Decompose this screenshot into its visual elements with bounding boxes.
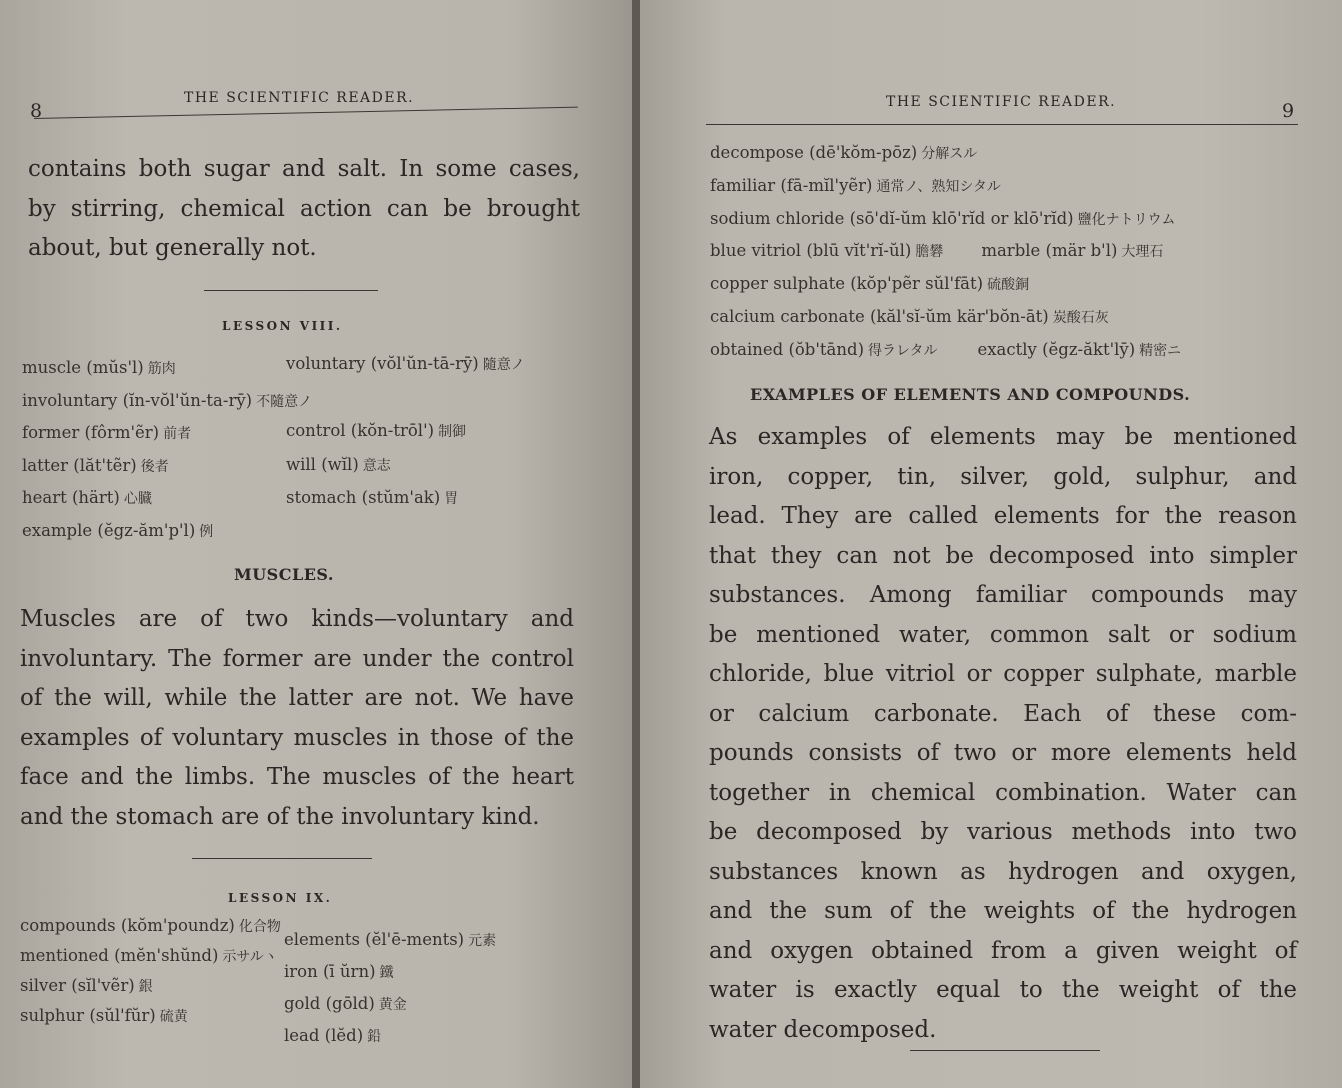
vocab-entry <box>710 143 977 163</box>
text-line: and the stomach are of the involuntary kind. <box>20 803 540 830</box>
vocab-word: involuntary (ĭn-vŏl'ŭn-ta-rȳ) <box>22 390 253 410</box>
vocab-entry <box>22 456 169 476</box>
text-line: together in chemical combination. Water can <box>709 779 1297 806</box>
vocab-entry <box>22 423 191 443</box>
vocab-gloss: 炭酸石灰 <box>1052 310 1109 326</box>
text-line: be mentioned water, common salt or sodium <box>709 621 1297 648</box>
vocab-gloss: 得ラレタル <box>868 342 938 359</box>
text-line: and oxygen obtained from a given weight of <box>709 937 1297 964</box>
vocab-word: copper sulphate (kŏp'pẽr sŭl'fāt) <box>710 274 984 294</box>
text-line: As examples of elements may be mentioned <box>709 424 1297 450</box>
vocab-entry <box>284 994 407 1014</box>
vocab-gloss: 硫酸銅 <box>987 277 1030 294</box>
vocab-word: elements (ĕl'ē-ments) <box>284 930 465 949</box>
examples-paragraph <box>709 418 1297 1050</box>
vocab-gloss: 通常ノ、熟知シタル <box>876 178 1001 195</box>
separator-rule <box>910 1050 1100 1051</box>
vocab-word: compounds (kŏm'poundz) <box>20 916 235 935</box>
running-header: THE SCIENTIFIC READER. <box>184 90 415 106</box>
text-line: substances known as hydrogen and oxygen, <box>709 858 1297 885</box>
vocab-word: silver (sĭl'vẽr) <box>20 976 135 995</box>
lesson-8-title: LESSON VIII. <box>222 319 343 333</box>
vocab-word: example (ĕgz-ăm'p'l) <box>22 520 196 540</box>
vocab-word: obtained (ŏb'tānd) <box>710 339 865 359</box>
vocab-gloss: 示サルヽ <box>222 949 278 965</box>
vocab-word: heart (härt) <box>22 488 120 507</box>
vocab-entry <box>286 488 458 508</box>
vocab-word: will (wĭl) <box>286 455 359 474</box>
lesson-9-title: LESSON IX. <box>228 891 333 905</box>
intro-paragraph <box>28 150 580 269</box>
text-line: water decomposed. <box>709 1016 937 1043</box>
vocab-word: calcium carbonate (kăl'sĭ-ŭm kär'bŏn-āt) <box>710 307 1049 326</box>
text-line: that they can not be decomposed into simpler <box>709 542 1297 569</box>
vocab-entry <box>710 274 1029 294</box>
text-line: examples of voluntary muscles in those of the <box>20 724 574 751</box>
text-line: Muscles are of two kinds—voluntary and <box>20 606 574 632</box>
running-header: THE SCIENTIFIC READER. <box>886 94 1117 110</box>
vocab-entry <box>20 916 281 936</box>
vocab-gloss: 分解スル <box>921 146 978 162</box>
vocab-word: decompose (dē'kŏm-pōz) <box>710 143 918 162</box>
vocab-gloss: 意志 <box>362 458 391 474</box>
vocab-gloss: 硫黄 <box>159 1009 188 1025</box>
vocab-entry <box>20 976 153 996</box>
vocab-word: familiar (fā-mĭl'yẽr) <box>710 175 873 195</box>
text-line: by stirring, chemical action can be brought <box>28 195 580 222</box>
vocab-word: latter (lăt'tẽr) <box>22 455 137 475</box>
vocab-gloss: 後者 <box>140 458 169 475</box>
vocab-word: exactly (ĕgz-ăkt'lȳ) <box>977 339 1136 359</box>
vocab-gloss: 心臓 <box>123 491 152 507</box>
text-line: contains both sugar and salt. In some cases, <box>28 156 580 182</box>
vocab-entry <box>22 358 176 378</box>
vocab-gloss: 元素 <box>468 933 497 949</box>
vocab-gloss: 筋肉 <box>147 361 176 377</box>
vocab-entry <box>22 488 152 508</box>
vocab-gloss: 鹽化ナトリウム <box>1077 211 1176 228</box>
vocab-word: stomach (stŭm'ak) <box>286 488 441 507</box>
muscles-paragraph <box>20 600 574 837</box>
vocab-word: former (fôrm'ẽr) <box>22 423 160 442</box>
vocab-word: marble (mär b'l) <box>981 241 1118 261</box>
muscles-title: MUSCLES. <box>234 565 334 584</box>
vocab-word: iron (ī ŭrn) <box>284 962 376 981</box>
vocab-entry <box>710 176 1001 196</box>
header-rule <box>34 107 578 119</box>
vocab-gloss: 前者 <box>163 426 192 442</box>
text-line: iron, copper, tin, silver, gold, sulphur, and <box>709 463 1297 490</box>
vocab-gloss: 例 <box>199 523 214 540</box>
text-line: and the sum of the weights of the hydrogen <box>709 898 1297 924</box>
vocab-gloss: 膽礬 <box>915 244 944 261</box>
header-rule <box>706 124 1298 125</box>
vocab-entry <box>710 241 1163 261</box>
vocab-gloss: 黄金 <box>378 997 407 1013</box>
page-number: 9 <box>1282 100 1295 122</box>
text-line: chloride, blue vitriol or copper sulphate, marble <box>709 661 1297 687</box>
separator-rule <box>204 290 378 291</box>
vocab-gloss: 鉛 <box>367 1029 382 1045</box>
vocab-gloss: 大理石 <box>1121 244 1164 261</box>
vocab-word: muscle (mŭs'l) <box>22 358 144 377</box>
vocab-gloss: 制御 <box>438 424 467 440</box>
text-line: face and the limbs. The muscles of the heart <box>20 764 574 790</box>
vocab-entry <box>20 946 278 966</box>
vocab-gloss: 化合物 <box>238 919 281 935</box>
vocab-entry <box>22 391 312 411</box>
text-line: substances. Among familiar compounds may <box>709 582 1297 608</box>
vocab-word: voluntary (vŏl'ŭn-tā-rȳ) <box>286 354 479 373</box>
vocab-gloss: 隨意ノ <box>482 357 525 373</box>
vocab-gloss: 銀 <box>138 979 153 995</box>
vocab-gloss: 精密ニ <box>1139 342 1182 359</box>
vocab-entry <box>22 521 213 541</box>
vocab-entry <box>284 1026 381 1046</box>
vocab-gloss: 不隨意ノ <box>256 393 313 410</box>
vocab-entry <box>710 209 1175 229</box>
separator-rule <box>192 858 372 859</box>
text-line: water is exactly equal to the weight of the <box>709 977 1297 1003</box>
vocab-entry <box>286 421 466 441</box>
vocab-entry <box>286 354 525 374</box>
vocab-word: sulphur (sŭl'fŭr) <box>20 1006 156 1025</box>
text-line: lead. They are called elements for the reason <box>709 503 1297 529</box>
text-line: of the will, while the latter are not. We have <box>20 685 574 711</box>
section-title: EXAMPLES OF ELEMENTS AND COMPOUNDS. <box>750 385 1191 404</box>
vocab-entry <box>284 962 394 982</box>
vocab-word: blue vitriol (blū vĭt'rĭ-ŭl) <box>710 241 912 261</box>
vocab-gloss: 胃 <box>444 491 459 507</box>
vocab-entry <box>20 1006 188 1026</box>
vocab-entry <box>284 930 496 950</box>
text-line: be decomposed by various methods into two <box>709 819 1297 845</box>
page-number: 8 <box>30 100 43 122</box>
vocab-gloss: 鐵 <box>379 965 394 981</box>
vocab-entry <box>286 455 391 475</box>
text-line: about, but generally not. <box>28 235 317 261</box>
text-line: or calcium carbonate. Each of these com- <box>709 700 1297 727</box>
vocab-word: lead (lĕd) <box>284 1026 364 1045</box>
vocab-entry <box>710 340 1181 360</box>
vocab-word: sodium chloride (sō'dĭ-ŭm klō'rĭd or klō'rĭd) <box>710 208 1074 228</box>
left-page <box>0 0 636 1088</box>
vocab-entry <box>710 307 1109 327</box>
text-line: involuntary. The former are under the control <box>20 645 574 672</box>
right-page <box>640 0 1342 1088</box>
vocab-word: gold (gōld) <box>284 994 375 1013</box>
vocab-word: control (kŏn-trōl') <box>286 421 435 440</box>
vocab-word: mentioned (mĕn'shŭnd) <box>20 946 219 965</box>
text-line: pounds consists of two or more elements held <box>709 740 1297 766</box>
